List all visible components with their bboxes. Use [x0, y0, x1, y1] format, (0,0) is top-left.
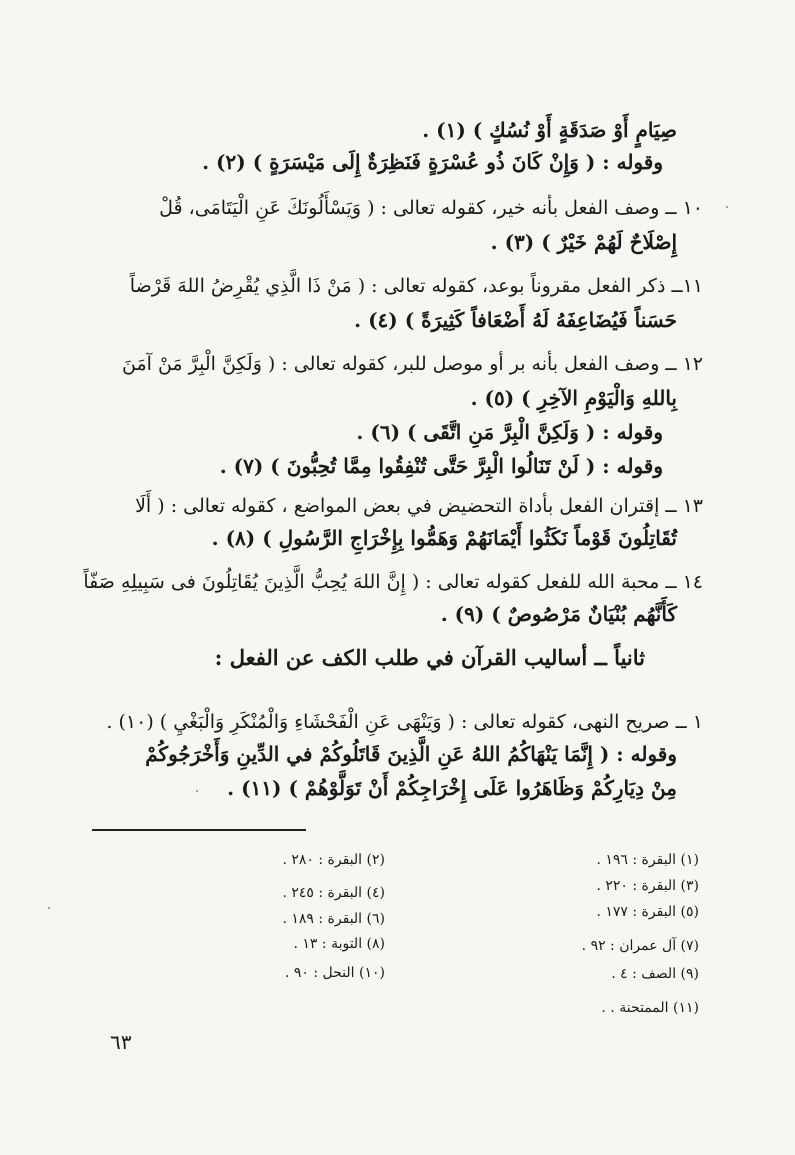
item-12-line-1: ١٢ ــ وصف الفعل بأنه بر أو موصل للبر، كقوله تعالى : ( وَلَكِنَّ الْبِرَّ مَنْ آمَنَ — [121, 353, 703, 375]
item-12-line-4: وقوله : ( لَنْ تَنَالُوا الْبِرَّ حَتَّى تُنْفِقُوا مِمَّا تُحِبُّونَ ) (٧) . — [219, 454, 663, 478]
item-10-line-1: ١٠ ــ وصف الفعل بأنه خير، كقوله تعالى : ( وَيَسْأَلُونَكَ عَنِ الْيَتَامَى، قُلْ — [159, 197, 703, 219]
footnote-7: (٧) آل عمران : ٩٢ . — [581, 938, 699, 954]
page-number: ٦٣ — [110, 1030, 132, 1054]
section-2-line-1: ١ ــ صريح النهى، كقوله تعالى : ( وَيَنْهَى عَنِ الْفَحْشَاءِ وَالْمُنْكَرِ وَالْبَغْيِ ) (١٠) . — [106, 711, 703, 733]
item-11-line-1: ١١ــ ذكر الفعل مقروناً بوعد، كقوله تعالى : ( مَنْ ذَا الَّذِي يُقْرِضُ اللهَ قَرْضاً — [129, 275, 703, 297]
item-13-line-1: ١٣ ــ إقتران الفعل بأداة التحضيض في بعض المواضع ، كقوله تعالى : ( أَلَا — [135, 495, 703, 517]
footnote-8: (٨) التوبة : ١٣ . — [293, 936, 385, 952]
scan-speck — [48, 907, 50, 909]
scan-speck — [726, 206, 728, 208]
item-11-line-2: حَسَناً فَيُضَاعِفَهُ لَهُ أَضْعَافاً كَثِيرَةً ) (٤) . — [354, 308, 677, 332]
footnote-9: (٩) الصف : ٤ . — [611, 966, 699, 982]
footnote-divider — [92, 829, 306, 831]
section-heading: ثانياً ــ أساليب القرآن في طلب الكف عن الفعل : — [214, 645, 645, 670]
footnote-2: (٢) البقرة : ٢٨٠ . — [282, 852, 385, 868]
text-line-1: صِيَامٍ أَوْ صَدَقَةٍ أَوْ نُسُكٍ ) (١) . — [422, 118, 677, 142]
item-14-line-1: ١٤ ــ محبة الله للفعل كقوله تعالى : ( إِنَّ اللهَ يُحِبُّ الَّذِينَ يُقَاتِلُونَ فى سَبِيلِهِ صَفّاً — [83, 571, 703, 593]
text-line-2: وقوله : ( وَإِنْ كَانَ ذُو عُسْرَةٍ فَنَظِرَةٌ إِلَى مَيْسَرَةٍ ) (٢) . — [202, 150, 663, 174]
item-13-line-2: تُقَاتِلُونَ قَوْماً نَكَثُوا أَيْمَانَهُمْ وَهَمُّوا بِإِخْرَاجِ الرَّسُولِ ) (٨) . — [211, 526, 677, 550]
item-10-line-2: إِصْلَاحٌ لَهُمْ خَيْرٌ ) (٣) . — [490, 230, 677, 254]
footnote-6: (٦) البقرة : ١٨٩ . — [282, 911, 385, 927]
footnote-1: (١) البقرة : ١٩٦ . — [596, 852, 699, 868]
section-2-line-3: مِنْ دِيَارِكُمْ وَظَاهَرُوا عَلَى إِخْرَاجِكُمْ أَنْ تَوَلَّوْهُمْ ) (١١) . — [227, 776, 677, 800]
footnote-5: (٥) البقرة : ١٧٧ . — [596, 904, 699, 920]
footnote-10: (١٠) النحل : ٩٠ . — [284, 965, 385, 981]
footnote-3: (٣) البقرة : ٢٢٠ . — [596, 878, 699, 894]
footnote-4: (٤) البقرة : ٢٤٥ . — [282, 885, 385, 901]
item-12-line-3: وقوله : ( وَلَكِنَّ الْبِرَّ مَنِ اتَّقَى ) (٦) . — [356, 420, 663, 444]
section-2-line-2: وقوله : ( إِنَّمَا يَنْهَاكُمُ اللهُ عَنِ الَّذِينَ قَاتَلُوكُمْ في الدِّينِ وَأَخْرَجُوكُمْ — [145, 742, 677, 766]
scan-speck — [196, 790, 198, 792]
item-14-line-2: كَأَنَّهُم بُنْيَانٌ مَرْصُوصٌ ) (٩) . — [440, 602, 677, 626]
item-12-line-2: بِاللهِ وَالْيَوْمِ الآخِرِ ) (٥) . — [470, 386, 677, 410]
footnote-11: (١١) الممتحنة . . — [601, 1000, 699, 1016]
